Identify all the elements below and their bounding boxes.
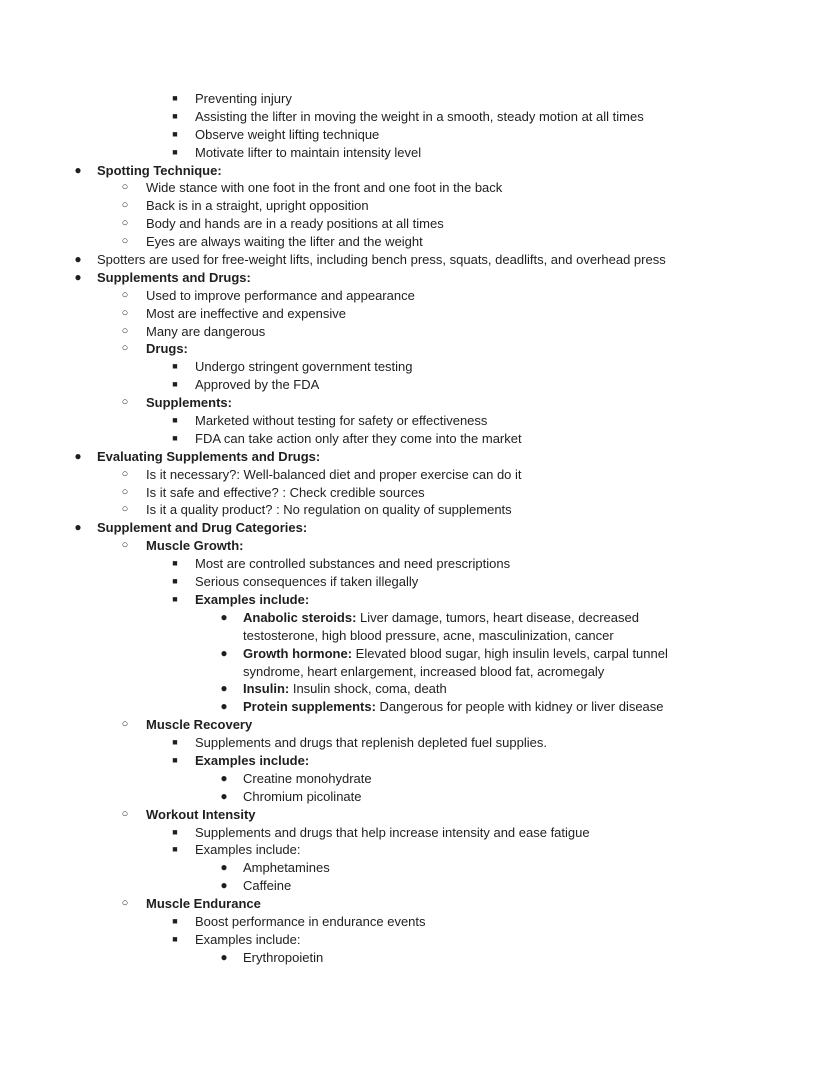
list-item-text [243,859,693,877]
bullet-icon: ○ [121,718,129,731]
list-item-body: Is it safe and effective? : Check credible sources [146,484,425,500]
bullet-icon: ● [220,788,228,803]
list-item-heading: Muscle Recovery [146,717,253,733]
bullet-icon: ○ [121,217,129,230]
bullet-icon: ● [220,609,228,624]
list-item-body: Boost performance in endurance events [195,914,426,929]
list-item-text [195,126,379,144]
document-page [0,90,828,967]
list-item-heading: Workout Intensity [146,806,256,822]
list-item-text [195,144,421,162]
list-item-body: Caffeine [243,878,292,894]
list-item [0,251,828,269]
list-item [0,824,828,842]
bullet-icon: ● [220,949,228,964]
list-item-body: Elevated blood sugar, high insulin levels, carpal tunnel syndrome, heart enlargement, increased blood fat, acromegaly [243,645,668,679]
list-item [0,376,828,394]
list-item-text [97,251,666,269]
list-item [0,340,828,358]
list-item-body: Amphetamines [243,860,330,876]
list-item-text [243,645,693,681]
list-item-text [146,394,232,412]
list-item-body: Liver damage, tumors, heart disease, decreased testosterone, high blood pressure, acne, masculinization, cancer [243,609,639,643]
list-item-text [146,215,444,233]
list-item-heading: Anabolic steroids: [243,609,357,625]
list-item-body: Creatine monohydrate [243,770,372,786]
list-item [0,126,828,144]
list-item-body: Examples include: [195,842,301,858]
list-item-text [243,770,693,788]
list-item-heading: Growth hormone: [243,645,353,661]
bullet-icon: ○ [121,467,129,480]
list-item-text [195,358,413,376]
list-item-heading: Supplements: [146,395,232,411]
list-item-body: Observe weight lifting technique [195,126,380,142]
bullet-icon: ■ [172,146,178,157]
list-item-body: Body and hands are in a ready positions at all times [146,216,444,232]
list-item [0,305,828,323]
list-item-text [195,90,292,108]
list-item [0,108,828,126]
list-item [0,358,828,376]
list-item-text [195,376,319,394]
list-item-body: Eyes are always waiting the lifter and the weight [146,234,423,250]
list-item-body: Marketed without testing for safety or effectiveness [195,413,488,429]
list-item [0,770,828,788]
list-item-text [243,788,693,806]
list-item-text [243,680,693,698]
list-item-text [195,752,309,770]
list-item-text [97,519,307,537]
list-item-heading: Supplement and Drug Categories: [97,520,308,536]
bullet-icon: ■ [172,593,178,604]
list-item [0,859,828,877]
list-item-body: Preventing injury [195,91,292,106]
bullet-icon: ■ [172,361,178,372]
list-item-text [97,269,251,287]
list-item-text [195,913,426,931]
bullet-icon: ■ [172,737,178,748]
list-item-text [195,841,301,859]
list-item [0,430,828,448]
list-item-heading: Insulin: [243,681,290,697]
list-item-body: Serious consequences if taken illegally [195,574,419,590]
list-item [0,269,828,287]
bullet-icon: ● [74,448,82,463]
list-item-text [146,340,188,358]
list-item [0,501,828,519]
list-item [0,144,828,162]
bullet-icon: ● [220,770,228,785]
list-item-body: Supplements and drugs that replenish depleted fuel supplies. [195,735,547,751]
list-item-text [146,716,252,734]
list-item [0,484,828,502]
list-item [0,591,828,609]
list-item [0,788,828,806]
list-item-body: Erythropoietin [243,949,324,965]
list-item-body: Approved by the FDA [195,377,320,393]
bullet-icon: ● [74,269,82,284]
list-item-text [195,734,547,752]
list-item [0,412,828,430]
bullet-icon: ■ [172,93,178,103]
list-item-body: Wide stance with one foot in the front and one foot in the back [146,180,503,196]
list-item [0,716,828,734]
list-item-heading: Spotting Technique: [97,162,222,178]
list-item [0,734,828,752]
bullet-icon: ■ [172,826,178,837]
bullet-icon: ● [74,162,82,177]
list-item [0,179,828,197]
list-item [0,233,828,251]
list-item-heading: Drugs: [146,341,188,357]
list-item [0,841,828,859]
bullet-icon: ● [220,645,228,660]
list-item-body: Back is in a straight, upright opposition [146,198,369,214]
list-item [0,877,828,895]
bullet-icon: ■ [172,844,178,855]
list-item-text [243,609,693,645]
bullet-icon: ○ [121,235,129,248]
bullet-icon: ■ [172,110,178,121]
bullet-icon: ○ [121,324,129,337]
list-item [0,162,828,180]
bullet-icon: ○ [121,199,129,212]
bullet-icon: ■ [172,128,178,139]
list-item-body: Motivate lifter to maintain intensity level [195,144,422,160]
bullet-icon: ○ [121,897,129,910]
list-item-text [146,466,522,484]
list-item [0,680,828,698]
list-item-body: Undergo stringent government testing [195,359,413,375]
bullet-icon: ● [74,252,82,267]
list-item-heading: Evaluating Supplements and Drugs: [97,448,321,464]
bullet-icon: ● [220,699,228,714]
list-item-text [146,501,512,519]
bullet-icon: ■ [172,415,178,426]
list-item [0,895,828,913]
list-item-body: Is it a quality product? : No regulation on quality of supplements [146,502,512,518]
list-item [0,287,828,305]
list-item [0,645,828,681]
list-item-text [146,305,346,323]
list-item-text [195,591,309,609]
list-item-text [146,537,244,555]
list-item [0,573,828,591]
bullet-icon: ● [74,520,82,535]
list-item-body: Insulin shock, coma, death [289,681,447,697]
list-item-body: FDA can take action only after they come into the market [195,430,522,446]
bullet-icon: ○ [121,396,129,409]
bullet-icon: ○ [121,181,129,194]
bullet-icon: ○ [121,807,129,820]
bullet-icon: ○ [121,485,129,498]
bullet-icon: ● [220,681,228,696]
list-item-text [146,806,256,824]
list-item [0,752,828,770]
bullet-icon: ● [220,878,228,893]
list-item-text [146,895,261,913]
list-item [0,698,828,716]
list-item-heading: Supplements and Drugs: [97,269,251,285]
bullet-icon: ■ [172,916,178,926]
list-item-text [195,412,487,430]
list-item-heading: Muscle Growth: [146,538,244,554]
list-item-body: Examples include: [195,931,301,947]
list-item [0,90,828,108]
list-item-text [195,824,590,842]
list-item [0,466,828,484]
list-item-body: Dangerous for people with kidney or liver disease [375,699,664,715]
list-item-body: Many are dangerous [146,323,266,339]
list-item-text [146,197,369,215]
list-item-body: Supplements and drugs that help increase intensity and ease fatigue [195,824,590,840]
list-item-text [146,233,423,251]
list-item [0,913,828,931]
bullet-icon: ■ [172,432,178,443]
list-item-body: Most are controlled substances and need prescriptions [195,556,511,572]
bullet-icon: ○ [121,306,129,319]
list-item [0,609,828,645]
bullet-icon: ○ [121,503,129,516]
list-item [0,555,828,573]
list-item-text [195,573,418,591]
list-item [0,323,828,341]
list-item-body: Most are ineffective and expensive [146,305,346,321]
bullet-icon: ○ [121,288,129,301]
list-item [0,537,828,555]
list-item-text [243,949,693,967]
bullet-icon: ■ [172,558,178,569]
list-item [0,806,828,824]
bullet-icon: ○ [121,342,129,355]
list-item [0,448,828,466]
list-item-text [243,877,693,895]
list-item [0,215,828,233]
list-item-body: Spotters are used for free-weight lifts, including bench press, squats, deadlifts, and overhead press [97,252,666,268]
list-item-heading: Examples include: [195,591,310,607]
list-item-body: Chromium picolinate [243,788,362,804]
list-item-text [97,162,222,180]
list-item-text [146,323,265,341]
bullet-icon: ■ [172,576,178,587]
list-item [0,949,828,967]
list-item-heading: Examples include: [195,752,310,768]
list-item-text [195,555,510,573]
list-item [0,197,828,215]
list-item [0,931,828,949]
list-item-text [97,448,320,466]
list-item-body: Used to improve performance and appearance [146,287,415,303]
list-item [0,519,828,537]
list-item-text [195,430,522,448]
list-item-body: Assisting the lifter in moving the weight in a smooth, steady motion at all times [195,108,644,124]
bullet-icon: ■ [172,754,178,765]
bullet-icon: ○ [121,539,129,552]
list-item-body: Is it necessary?: Well-balanced diet and proper exercise can do it [146,466,522,482]
list-item [0,394,828,412]
list-item-text [146,179,502,197]
list-item-text [243,698,693,716]
list-item-text [195,108,644,126]
list-item-heading: Muscle Endurance [146,896,261,912]
list-item-text [146,484,425,502]
bullet-icon: ● [220,860,228,875]
list-item-text [195,931,301,949]
bullet-icon: ■ [172,933,178,944]
bullet-icon: ■ [172,379,178,390]
list-item-text [146,287,415,305]
list-item-heading: Protein supplements: [243,699,376,715]
